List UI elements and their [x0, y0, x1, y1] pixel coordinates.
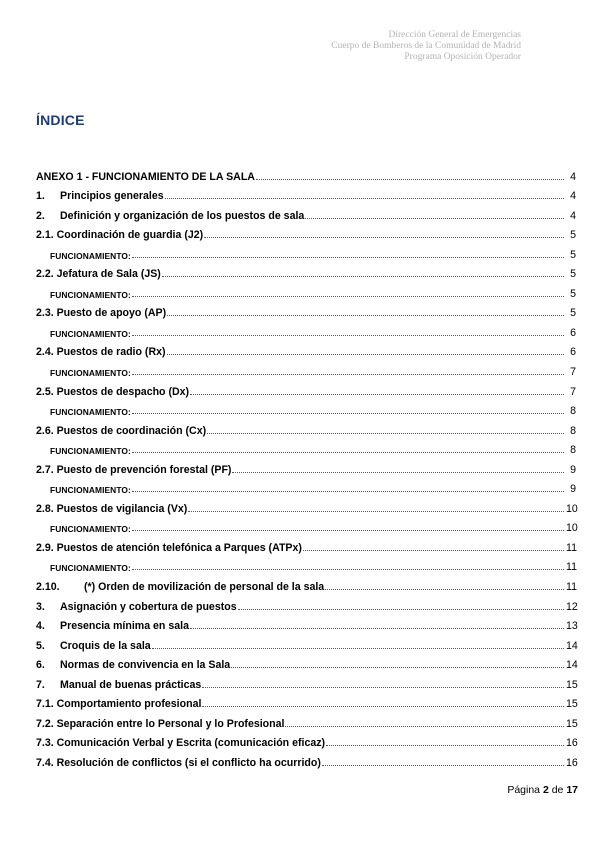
toc-entry[interactable]	[36, 261, 576, 281]
toc-page-number: 14	[566, 639, 578, 652]
toc-entry-text: Croquis de la sala	[60, 639, 151, 652]
toc-entry-text: 2.8. Puestos de vigilancia (Vx)	[36, 502, 188, 515]
toc-page-number: 9	[570, 483, 576, 496]
toc-dot-leader	[132, 335, 564, 336]
toc-page-number: 15	[566, 678, 578, 691]
toc-page-number: 8	[570, 405, 576, 418]
toc-entry[interactable]	[36, 671, 576, 691]
toc-entry-label	[36, 210, 304, 222]
toc-entry-label	[50, 407, 131, 417]
table-of-contents	[36, 163, 576, 769]
toc-entry-label	[36, 503, 187, 515]
toc-entry-label	[50, 524, 131, 534]
toc-entry-text: 2.2. Jefatura de Sala (JS)	[36, 268, 161, 281]
footer-total-pages: 17	[566, 784, 578, 796]
toc-dot-leader	[207, 433, 564, 434]
toc-dot-leader	[132, 530, 564, 531]
page-title: ÍNDICE	[36, 112, 85, 128]
toc-subentry[interactable]	[36, 476, 576, 496]
toc-entry-text: 2.7. Puesto de prevención forestal (PF)	[36, 463, 232, 476]
toc-dot-leader	[162, 276, 564, 277]
toc-entry-number: 3.	[36, 600, 45, 613]
toc-dot-leader	[190, 394, 564, 395]
toc-entry[interactable]	[36, 593, 576, 613]
toc-dot-leader	[204, 237, 564, 238]
toc-page-number: 8	[570, 444, 576, 457]
toc-entry[interactable]	[36, 534, 576, 554]
toc-entry-text: 7.2. Separación entre lo Personal y lo Profesional	[36, 717, 285, 730]
toc-dot-leader	[325, 589, 564, 590]
toc-entry-label	[36, 718, 284, 730]
toc-entry-number: 2.10.	[36, 581, 60, 594]
header-line-2: Cuerpo de Bomberos de la Comunidad de Madrid	[331, 41, 521, 51]
toc-page-number: 11	[566, 581, 577, 594]
toc-entry-text: Presencia mínima en sala	[60, 620, 189, 633]
toc-entry-label	[36, 307, 166, 319]
toc-dot-leader	[132, 257, 564, 258]
toc-entry-number: 7.	[36, 678, 45, 691]
toc-entry[interactable]	[36, 632, 576, 652]
toc-entry-text: FUNCIONAMIENTO:	[50, 524, 131, 535]
toc-page-number: 6	[570, 346, 576, 359]
footer-prefix: Página	[507, 784, 541, 796]
toc-entry-label	[36, 698, 201, 710]
toc-entry[interactable]	[36, 163, 576, 183]
document-header	[331, 30, 521, 63]
toc-dot-leader	[190, 628, 564, 629]
toc-subentry[interactable]	[36, 280, 576, 300]
toc-entry-label	[50, 290, 131, 300]
toc-dot-leader	[167, 354, 564, 355]
toc-entry-number: 5.	[36, 639, 45, 652]
toc-entry-label	[36, 679, 201, 691]
toc-page-number: 11	[566, 541, 577, 554]
toc-entry-label	[36, 425, 206, 437]
toc-entry-text: 2.3. Puesto de apoyo (AP)	[36, 307, 167, 320]
toc-page-number: 5	[570, 248, 576, 261]
toc-entry-label	[36, 620, 189, 632]
toc-entry-label	[36, 171, 255, 183]
toc-dot-leader	[152, 648, 564, 649]
toc-entry-label	[50, 368, 131, 378]
toc-entry-label	[36, 386, 189, 398]
toc-dot-leader	[132, 491, 564, 492]
toc-subentry[interactable]	[36, 241, 576, 261]
toc-entry[interactable]	[36, 300, 576, 320]
toc-entry-text: Manual de buenas prácticas	[60, 678, 202, 691]
toc-subentry[interactable]	[36, 398, 576, 418]
toc-dot-leader	[322, 765, 564, 766]
toc-entry[interactable]	[36, 749, 576, 769]
toc-entry-text: 7.3. Comunicación Verbal y Escrita (comunicación eficaz)	[36, 737, 326, 750]
toc-dot-leader	[231, 667, 564, 668]
toc-subentry[interactable]	[36, 554, 576, 574]
page-number-footer	[507, 784, 578, 796]
toc-entry-label	[50, 485, 131, 495]
toc-page-number: 12	[566, 600, 578, 613]
toc-dot-leader	[165, 198, 564, 199]
toc-entry[interactable]	[36, 710, 576, 730]
toc-entry[interactable]	[36, 691, 576, 711]
toc-page-number: 5	[570, 287, 576, 300]
toc-page-number: 4	[570, 170, 576, 183]
toc-entry-text: (*) Orden de movilización de personal de la sala	[84, 581, 325, 594]
toc-entry[interactable]	[36, 456, 576, 476]
toc-page-number: 11	[566, 561, 577, 574]
toc-entry-label	[36, 268, 161, 280]
toc-entry-label	[50, 446, 131, 456]
toc-entry-label	[36, 229, 203, 241]
toc-dot-leader	[132, 569, 564, 570]
toc-entry[interactable]	[36, 613, 576, 633]
toc-page-number: 6	[570, 326, 576, 339]
toc-subentry[interactable]	[36, 515, 576, 535]
toc-entry-text: Asignación y cobertura de puestos	[60, 600, 237, 613]
footer-current-page: 2	[542, 784, 549, 796]
toc-entry-text: Normas de convivencia en la Sala	[60, 659, 231, 672]
toc-page-number: 5	[570, 229, 576, 242]
toc-entry[interactable]	[36, 339, 576, 359]
toc-entry-text: 7.4. Resolución de conflictos (si el conflicto ha ocurrido)	[36, 756, 321, 769]
toc-entry[interactable]	[36, 495, 576, 515]
toc-dot-leader	[167, 315, 564, 316]
header-line-3: Programa Oposición Operador	[404, 52, 521, 62]
toc-entry-label	[36, 640, 151, 652]
toc-dot-leader	[188, 511, 564, 512]
toc-entry-text: FUNCIONAMIENTO:	[50, 446, 131, 457]
toc-dot-leader	[232, 472, 564, 473]
toc-entry-text: FUNCIONAMIENTO:	[50, 289, 131, 300]
toc-dot-leader	[305, 218, 564, 219]
toc-subentry[interactable]	[36, 319, 576, 339]
toc-page-number: 7	[570, 385, 576, 398]
toc-entry-label	[36, 757, 321, 769]
toc-subentry[interactable]	[36, 358, 576, 378]
toc-entry-label	[50, 329, 131, 339]
toc-page-number: 16	[566, 756, 578, 769]
toc-entry-text: Definición y organización de los puestos de sala	[60, 209, 305, 222]
toc-entry-text: FUNCIONAMIENTO:	[50, 407, 131, 418]
toc-entry-label	[36, 346, 166, 358]
toc-dot-leader	[303, 550, 564, 551]
toc-dot-leader	[285, 726, 564, 727]
toc-entry-number: 1.	[36, 190, 45, 203]
toc-page-number: 9	[570, 463, 576, 476]
toc-entry[interactable]	[36, 652, 576, 672]
toc-page-number: 13	[566, 620, 578, 633]
toc-entry-text: 2.4. Puestos de radio (Rx)	[36, 346, 166, 359]
toc-entry-text: FUNCIONAMIENTO:	[50, 328, 131, 339]
toc-entry-label	[36, 581, 324, 593]
toc-dot-leader	[132, 374, 564, 375]
toc-page-number: 10	[566, 502, 578, 515]
toc-subentry[interactable]	[36, 437, 576, 457]
toc-entry[interactable]	[36, 378, 576, 398]
toc-entry-text: ANEXO 1 - FUNCIONAMIENTO DE LA SALA	[36, 170, 255, 183]
toc-entry-label	[36, 601, 237, 613]
toc-dot-leader	[132, 413, 564, 414]
toc-page-number: 4	[570, 190, 576, 203]
toc-entry[interactable]	[36, 730, 576, 750]
toc-entry-label	[50, 251, 131, 261]
toc-entry-text: 2.5. Puestos de despacho (Dx)	[36, 385, 190, 398]
toc-entry-text: FUNCIONAMIENTO:	[50, 368, 131, 379]
toc-dot-leader	[132, 452, 564, 453]
toc-dot-leader	[238, 609, 564, 610]
toc-entry-text: 2.9. Puestos de atención telefónica a Parques (ATPx)	[36, 541, 302, 554]
toc-entry-number: 4.	[36, 620, 45, 633]
toc-page-number: 14	[566, 659, 578, 672]
toc-entry-label	[36, 659, 230, 671]
toc-page-number: 8	[570, 424, 576, 437]
toc-entry-number: 6.	[36, 659, 45, 672]
footer-middle: de	[551, 784, 564, 796]
toc-page-number: 5	[570, 307, 576, 320]
toc-entry[interactable]	[36, 183, 576, 203]
toc-entry-label	[36, 737, 325, 749]
toc-entry[interactable]	[36, 222, 576, 242]
toc-page-number: 10	[566, 522, 578, 535]
toc-page-number: 15	[566, 717, 578, 730]
toc-page-number: 16	[566, 737, 578, 750]
toc-dot-leader	[202, 687, 564, 688]
toc-page-number: 5	[570, 268, 576, 281]
toc-page-number: 7	[570, 366, 576, 379]
toc-entry-text: 7.1. Comportamiento profesional	[36, 698, 202, 711]
toc-entry-text: FUNCIONAMIENTO:	[50, 563, 131, 574]
toc-entry-text: 2.1. Coordinación de guardia (J2)	[36, 229, 204, 242]
toc-entry-text: 2.6. Puestos de coordinación (Cx)	[36, 424, 207, 437]
toc-dot-leader	[256, 179, 564, 180]
toc-dot-leader	[202, 706, 564, 707]
toc-entry-label	[36, 190, 164, 202]
toc-page-number: 4	[570, 209, 576, 222]
toc-entry-number: 2.	[36, 209, 45, 222]
header-line-1: Dirección General de Emergencias	[388, 30, 521, 40]
toc-entry-text: FUNCIONAMIENTO:	[50, 485, 131, 496]
toc-entry-text: FUNCIONAMIENTO:	[50, 250, 131, 261]
toc-entry[interactable]	[36, 417, 576, 437]
toc-entry[interactable]	[36, 202, 576, 222]
toc-entry-label	[36, 542, 302, 554]
toc-dot-leader	[132, 296, 564, 297]
toc-entry-label	[50, 563, 131, 573]
toc-entry-label	[36, 464, 231, 476]
toc-page-number: 15	[566, 698, 578, 711]
toc-entry-text: Principios generales	[60, 190, 164, 203]
toc-entry[interactable]	[36, 573, 576, 593]
toc-dot-leader	[326, 745, 564, 746]
